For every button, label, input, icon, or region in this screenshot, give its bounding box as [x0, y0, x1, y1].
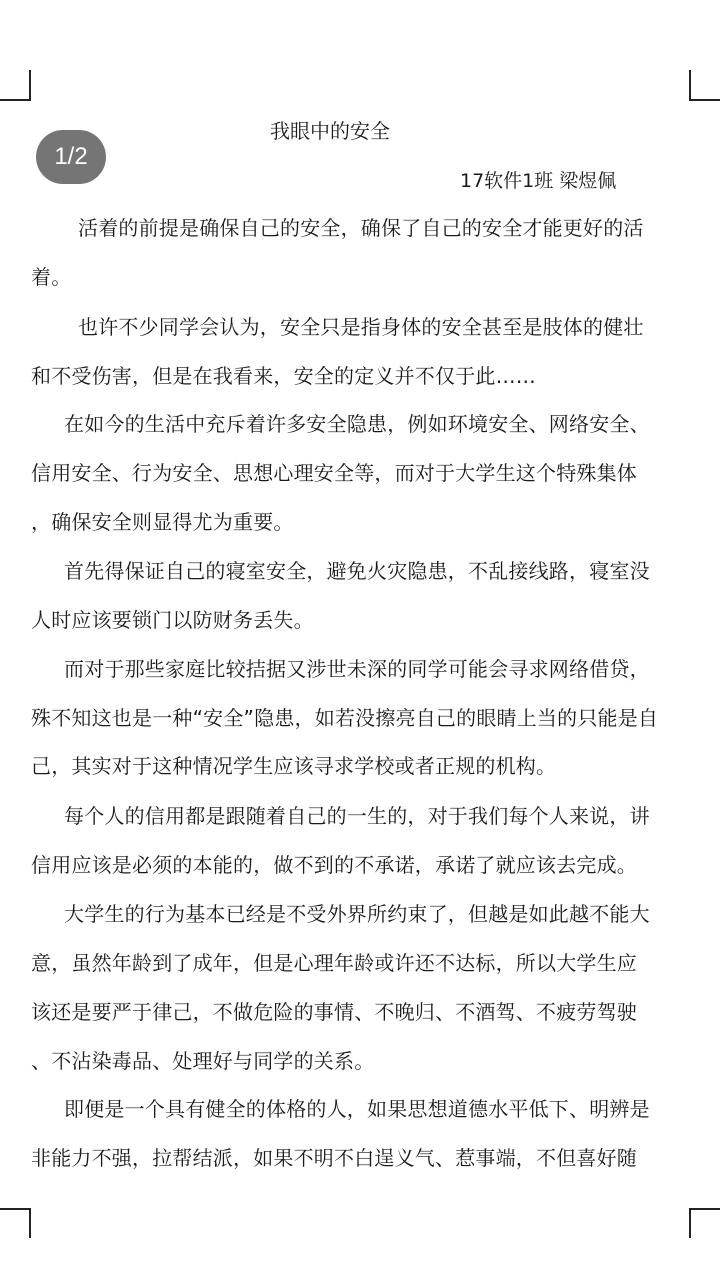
- paragraph-line: 、不沾染毒品、处理好与同学的关系。: [31, 1049, 375, 1073]
- paragraph-line: 每个人的信用都是跟随着自己的一生的，对于我们每个人来说，讲: [64, 804, 650, 828]
- crop-mark-bottom-left: [0, 1208, 31, 1210]
- paragraph-line: 意，虽然年龄到了成年，但是心理年龄或许还不达标，所以大学生应: [31, 951, 637, 975]
- crop-mark-bottom-right: [689, 1208, 720, 1210]
- paragraph-line: 和不受伤害，但是在我看来，安全的定义并不仅于此……: [31, 364, 536, 388]
- paragraph-line: 在如今的生活中充斥着许多安全隐患，例如环境安全、网络安全、: [64, 412, 650, 436]
- crop-mark-top-left: [0, 99, 31, 101]
- document-title: 我眼中的安全: [270, 119, 390, 143]
- paragraph-line: 也许不少同学会认为，安全只是指身体的安全甚至是肢体的健壮: [78, 315, 644, 339]
- paragraph-line: 首先得保证自己的寝室安全，避免火灾隐患，不乱接线路，寝室没: [64, 559, 650, 583]
- paragraph-line: 人时应该要锁门以防财务丢失。: [31, 608, 314, 632]
- paragraph-line: 非能力不强，拉帮结派，如果不明不白逞义气、惹事端，不但喜好随: [31, 1146, 637, 1170]
- paragraph-line: 信用应该是必须的本能的，做不到的不承诺，承诺了就应该去完成。: [31, 853, 637, 877]
- paragraph-line: 而对于那些家庭比较拮据又涉世未深的同学可能会寻求网络借贷，: [64, 657, 650, 681]
- paragraph-line: 活着的前提是确保自己的安全，确保了自己的安全才能更好的活: [78, 216, 644, 240]
- paragraph-line: 殊不知这也是一种“安全”隐患，如若没擦亮自己的眼睛上当的只能是自: [31, 706, 659, 730]
- page-indicator-badge: 1/2: [36, 130, 106, 184]
- crop-mark-top-right: [689, 99, 720, 101]
- crop-mark-top-right: [689, 70, 691, 100]
- paragraph-line: 己，其实对于这种情况学生应该寻求学校或者正规的机构。: [31, 754, 557, 778]
- paragraph-line: 着。: [31, 265, 72, 289]
- paragraph-line: ，确保安全则显得尤为重要。: [31, 510, 294, 534]
- crop-mark-bottom-right: [689, 1208, 691, 1238]
- paragraph-line: 该还是要严于律己，不做危险的事情、不晚归、不酒驾、不疲劳驾驶: [31, 1000, 637, 1024]
- paragraph-line: 即便是一个具有健全的体格的人，如果思想道德水平低下、明辨是: [64, 1097, 650, 1121]
- paragraph-line: 信用安全、行为安全、思想心理安全等，而对于大学生这个特殊集体: [31, 461, 637, 485]
- crop-mark-top-left: [29, 70, 31, 100]
- crop-mark-bottom-left: [29, 1208, 31, 1238]
- paragraph-line: 大学生的行为基本已经是不受外界所约束了，但越是如此越不能大: [64, 902, 650, 926]
- document-author: 17软件1班 梁煜佩: [460, 170, 617, 192]
